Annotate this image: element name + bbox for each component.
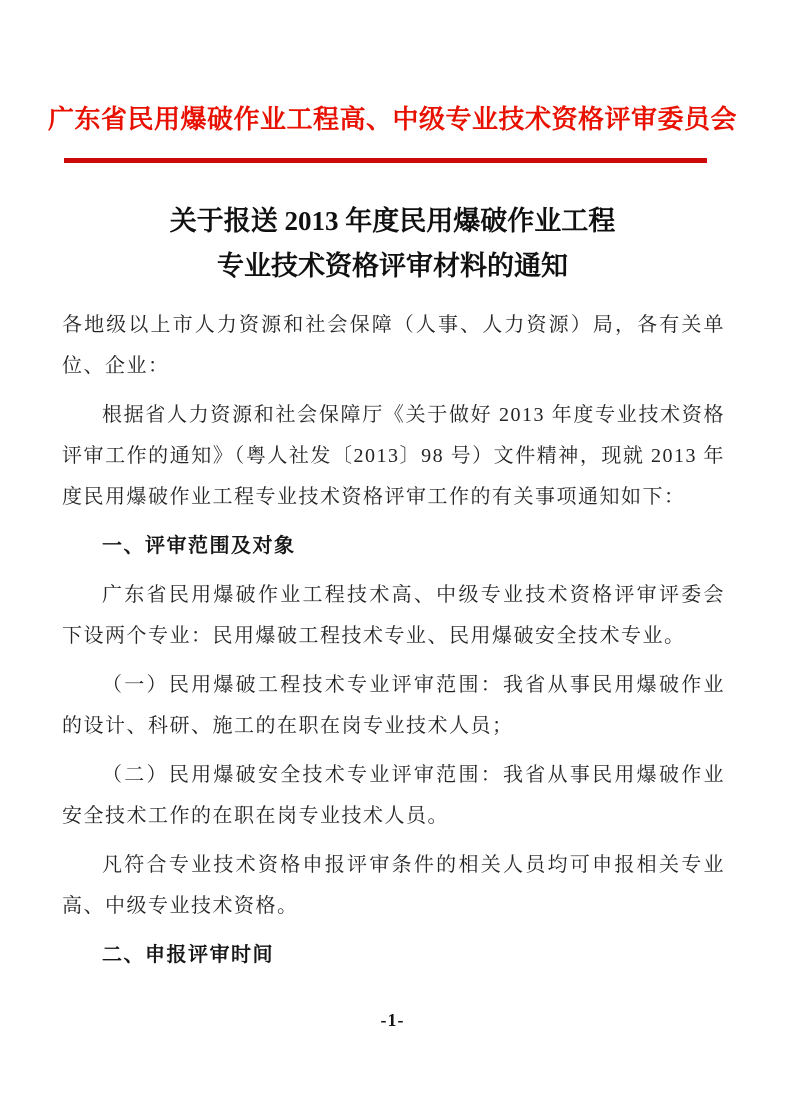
paragraph-item-2: （二）民用爆破安全技术专业评审范围：我省从事民用爆破作业安全技术工作的在职在岗专业技术人员。 (62, 764, 725, 827)
document-title-line-2: 专业技术资格评审材料的通知 (217, 251, 568, 281)
document-body (62, 305, 725, 976)
paragraph-item-1: （一）民用爆破工程技术专业评审范围：我省从事民用爆破作业的设计、科研、施工的在职在岗专业技术人员； (62, 674, 725, 737)
paragraph-eligibility: 凡符合专业技术资格申报评审条件的相关人员均可申报相关专业高、中级专业技术资格。 (62, 854, 725, 917)
page-number: -1- (380, 1010, 405, 1030)
section-heading-2: 二、申报评审时间 (102, 944, 274, 966)
paragraph-intro: 根据省人力资源和社会保障厅《关于做好 2013 年度专业技术资格评审工作的通知》（粤人社发〔2013〕98 号）文件精神，现就 2013 年度民用爆破作业工程专业技术资格评审工作的有关事项通知如下： (62, 404, 725, 508)
salutation: 各地级以上市人力资源和社会保障（人事、人力资源）局，各有关单位、企业： (62, 314, 725, 377)
document-title-line-1: 关于报送 2013 年度民用爆破作业工程 (169, 206, 616, 236)
paragraph-scope: 广东省民用爆破作业工程技术高、中级专业技术资格评审评委会下设两个专业：民用爆破工程技术专业、民用爆破安全技术专业。 (62, 584, 725, 647)
section-heading-1: 一、评审范围及对象 (102, 535, 296, 557)
letterhead-title: 广东省民用爆破作业工程高、中级专业技术资格评审委员会 (47, 105, 737, 134)
document-title (0, 199, 785, 289)
letterhead-rule (64, 158, 707, 163)
